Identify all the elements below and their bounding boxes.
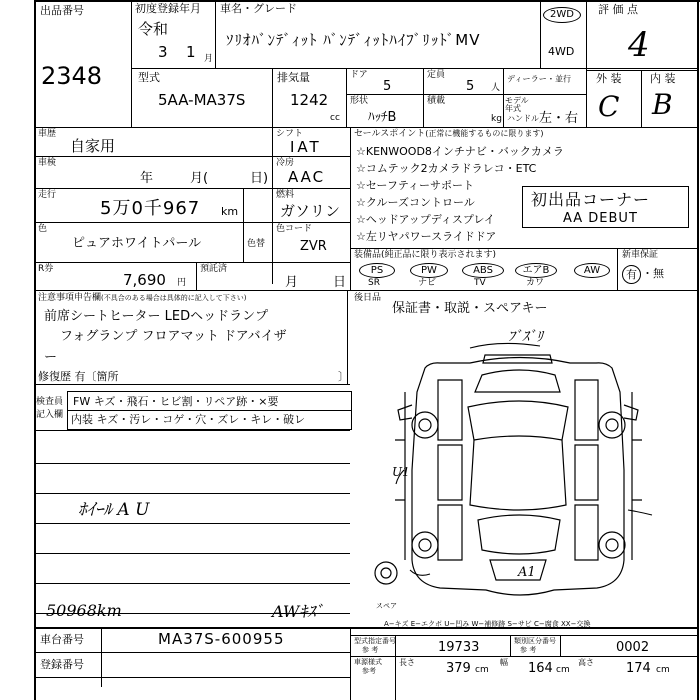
sales-points-label: セールスポイント xyxy=(354,129,426,139)
load-unit: kg xyxy=(491,114,502,124)
category-value: 0002 xyxy=(616,640,650,655)
history-value: 自家用 xyxy=(70,137,116,155)
displacement-value: 1242 xyxy=(290,91,329,109)
damage-mark-u1: U1 xyxy=(392,465,410,479)
category-label-2: 参 考 xyxy=(520,646,537,654)
dims-length-unit: cm xyxy=(475,665,489,675)
handwritten-mileage: 50968km xyxy=(46,601,122,620)
fuel-value: ガソリン xyxy=(280,202,341,220)
model-label: 型式 xyxy=(138,71,160,84)
first-reg-era: 令和 xyxy=(138,20,169,38)
load-label: 積載 xyxy=(427,96,446,106)
history-label: 車歴 xyxy=(38,129,57,139)
inspection-day-unit: 日) xyxy=(250,171,269,186)
designation-value: 19733 xyxy=(438,640,480,655)
drive-2wd: 2WD xyxy=(543,7,581,23)
color-code-label: 色コード xyxy=(276,224,313,234)
diagram-label: ﾌﾞｽﾞﾘ xyxy=(508,329,543,345)
displacement-label: 排気量 xyxy=(277,71,310,84)
model-year-label: モデル年式 xyxy=(505,96,529,113)
category-label-1: 類別区分番号 xyxy=(514,637,556,645)
color-code-value: ZVR xyxy=(300,239,327,254)
first-reg-label: 初度登録年月 xyxy=(135,2,201,15)
recycle-value: 7,690 xyxy=(123,271,166,289)
equip-pw: PW xyxy=(410,263,448,278)
dims-length: 379 xyxy=(446,661,471,676)
car-name: ｿﾘｵﾊﾞﾝﾃﾞｨｯﾄ ﾊﾞﾝﾃﾞｨｯﾄﾊｲﾌﾞﾘｯﾄﾞMV xyxy=(226,31,481,49)
equip-ps: PS xyxy=(359,263,395,278)
sales-point-item: ☆クルーズコントロール xyxy=(356,196,475,209)
spare-label: スペア xyxy=(376,602,397,610)
notes-line-1: 前席シートヒーター LEDヘッドランプ xyxy=(44,309,269,324)
doors-value: 5 xyxy=(383,79,392,94)
warranty-no: ・無 xyxy=(642,267,664,280)
chassis-value: MA37S-600955 xyxy=(158,630,285,648)
grade-value: 4 xyxy=(628,25,650,65)
dims-length-label: 長さ xyxy=(399,658,415,667)
recycle-unit: 円 xyxy=(177,278,187,288)
sales-point-item: ☆KENWOOD8インチナビ・バックカメラ xyxy=(356,145,564,158)
grade-ext-value: C xyxy=(598,90,620,123)
damage-mark-a1: A1 xyxy=(518,565,536,580)
handle-label: ハンドル xyxy=(507,114,539,123)
notes-sub: (不具合のある場合は具体的に記入して下さい) xyxy=(101,294,247,302)
sales-point-item: ☆ヘッドアップディスプレイ xyxy=(356,213,495,226)
recycle-deposit-label: 預託済 xyxy=(200,264,228,274)
doors-label: ドア xyxy=(350,70,368,80)
dims-height-label: 高さ xyxy=(578,658,594,667)
damage-legend: A−キズ E−エクボ U−凹み W−補修跡 S−サビ C−腐食 XX−交換 xyxy=(384,620,591,628)
inspection-month-unit: 月( xyxy=(190,171,209,186)
inspector-label-2: 記入欄 xyxy=(36,410,64,420)
after-items-label: 後日品 xyxy=(354,293,382,303)
designation-label-2: 参 考 xyxy=(362,646,379,654)
chassis-label: 車台番号 xyxy=(40,633,84,646)
recycle-deposit-day: 日 xyxy=(333,275,347,290)
repair-history: 修復歴 有〔箇所 xyxy=(38,370,119,383)
first-reg-month: 1 xyxy=(186,43,196,61)
shift-value: IAT xyxy=(290,138,322,156)
lot-number: 2348 xyxy=(41,62,103,90)
color-change-label: 色替 xyxy=(247,239,266,249)
grade-int-value: B xyxy=(652,88,673,121)
equipment-label: 装備品 xyxy=(354,250,382,260)
drive-4wd: 4WD xyxy=(548,45,575,58)
debut-en: AA DEBUT xyxy=(563,211,638,226)
grade-ext-label: 外 装 xyxy=(596,72,622,85)
notes-label: 注意事項申告欄 xyxy=(38,293,102,303)
equip-airbag: エアB xyxy=(515,263,557,278)
lot-label: 出品番号 xyxy=(40,4,84,17)
inspection-label: 車検 xyxy=(38,158,57,168)
mileage-value: 5万0千967 xyxy=(100,198,201,219)
fuel-label: 燃料 xyxy=(276,190,295,200)
repair-close: 〕 xyxy=(338,370,349,383)
car-name-label: 車名・グレード xyxy=(220,2,297,15)
dims-label-1: 車源様式 xyxy=(354,658,382,666)
handwritten-wheel-note: ﾎｲｰﾙ A U xyxy=(78,500,150,520)
equip-leather: カワ xyxy=(526,278,545,288)
first-reg-month-unit: 月 xyxy=(204,54,214,64)
equip-tv: TV xyxy=(474,278,486,288)
aircon-value: AAC xyxy=(288,168,326,186)
grade-int-label: 内 装 xyxy=(650,72,676,85)
dealer-label: ディーラー・並行 xyxy=(507,75,572,85)
inspector-row-1: FW キズ・飛石・ヒビ割・リペア跡・×要 xyxy=(73,395,279,408)
dims-width-label: 幅 xyxy=(500,658,508,667)
recycle-deposit-month: 月 xyxy=(285,275,299,290)
equip-aw: AW xyxy=(574,263,610,278)
warranty-label: 新車保証 xyxy=(622,250,659,260)
dims-width: 164 xyxy=(528,661,553,676)
color-value: ピュアホワイトパール xyxy=(72,236,202,251)
notes-line-3: ー xyxy=(44,350,58,365)
color-label: 色 xyxy=(38,224,48,234)
body-shape-value: ﾊｯﾁB xyxy=(368,110,397,125)
model-value: 5AA-MA37S xyxy=(158,91,246,109)
warranty-yes: 有 xyxy=(622,265,641,284)
mileage-unit: km xyxy=(221,205,239,218)
first-reg-year: 3 xyxy=(158,43,168,61)
registration-label: 登録番号 xyxy=(40,658,84,671)
displacement-unit: cc xyxy=(330,113,340,123)
notes-line-2: フォグランプ フロアマット ドアバイザ xyxy=(60,329,287,344)
sales-point-item: ☆セーフティーサポート xyxy=(356,179,474,192)
dims-label-2: 参考 xyxy=(362,667,376,675)
inspector-row-2: 内装 キズ・汚レ・コゲ・穴・ズレ・キレ・破レ xyxy=(71,413,306,426)
dims-width-unit: cm xyxy=(556,665,570,675)
recycle-label: R券 xyxy=(38,264,54,274)
after-items-value: 保証書・取説・スペアキー xyxy=(392,301,548,316)
aircon-label: 冷房 xyxy=(276,158,295,168)
equip-sr: SR xyxy=(368,278,380,288)
mileage-label: 走行 xyxy=(38,190,57,200)
body-shape-label: 形状 xyxy=(350,96,369,106)
equipment-note: (純正品に限り表示されます) xyxy=(381,250,497,260)
equip-navi: ナビ xyxy=(418,278,437,288)
shift-label: シフト xyxy=(276,129,304,139)
inspector-label-1: 検査員 xyxy=(36,397,64,407)
sales-points-note: (正常に機能するものに限ります) xyxy=(425,129,544,138)
sales-point-item: ☆コムテック2カメラドラレコ・ETC xyxy=(356,162,537,175)
handwritten-aw-note: AWｷｽﾞ xyxy=(272,602,324,621)
dims-height-unit: cm xyxy=(656,665,670,675)
capacity-label: 定員 xyxy=(427,70,446,80)
capacity-unit: 人 xyxy=(491,83,501,93)
inspection-year-unit: 年 xyxy=(140,171,154,186)
handle-value: 左・右 xyxy=(539,111,579,126)
designation-label-1: 型式指定番号 xyxy=(354,637,396,645)
sales-point-item: ☆左リヤパワースライドドア xyxy=(356,230,497,243)
equip-abs: ABS xyxy=(462,263,504,278)
dims-height: 174 xyxy=(626,661,651,676)
grade-label: 評 価 点 xyxy=(598,3,638,16)
capacity-value: 5 xyxy=(466,79,475,94)
debut-jp: 初出品コーナー xyxy=(531,190,651,209)
